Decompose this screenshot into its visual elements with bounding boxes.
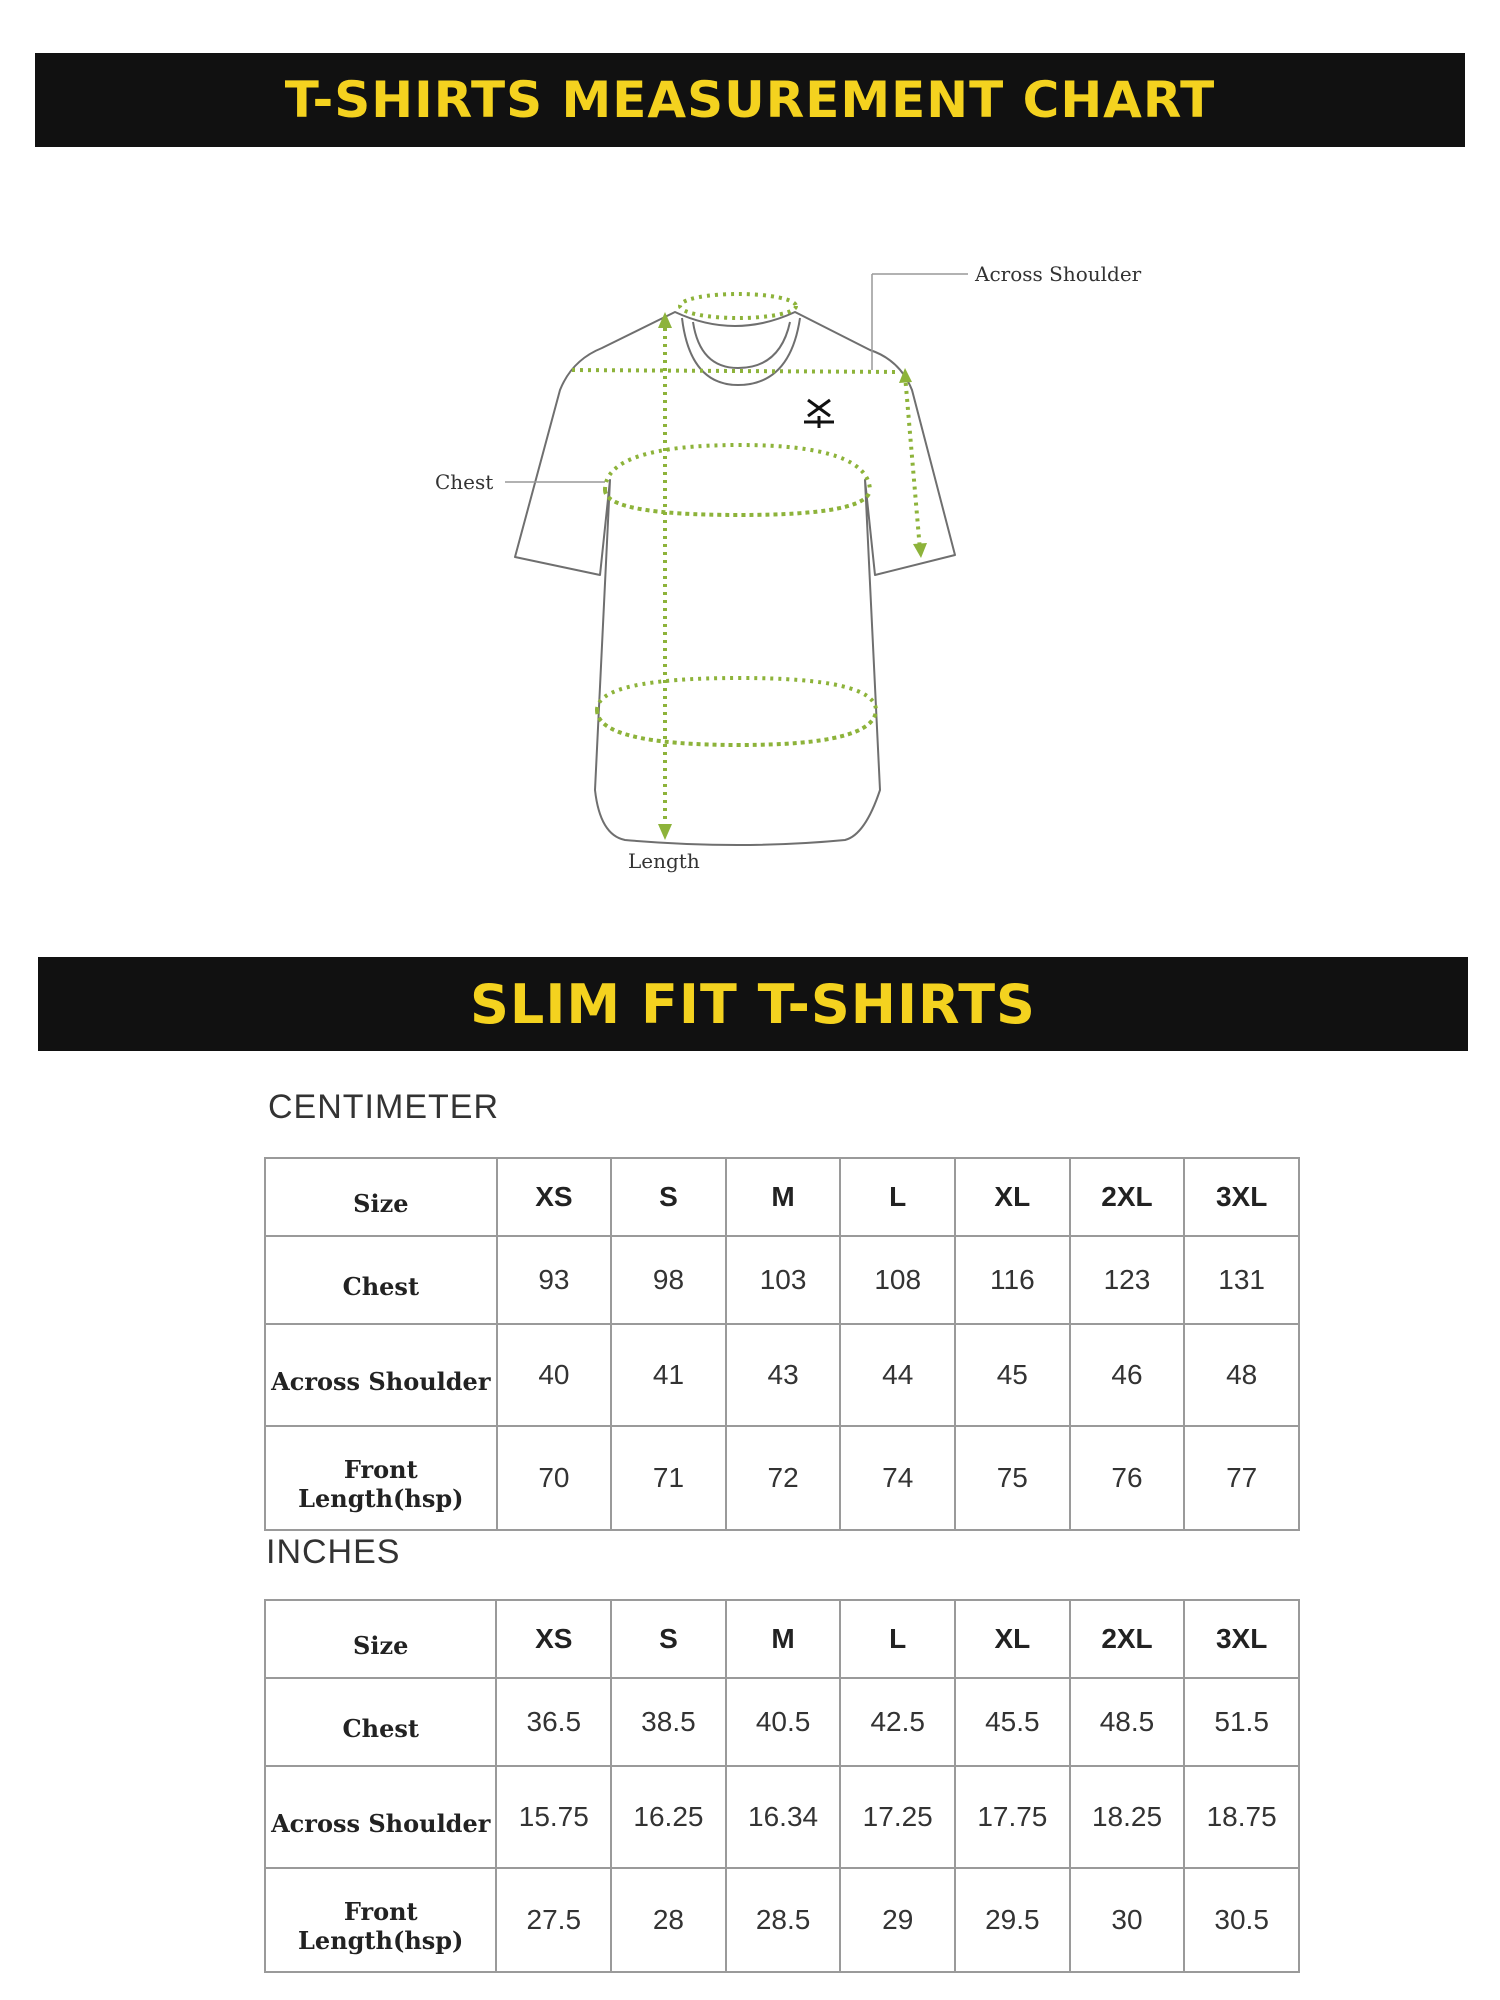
size-column-label: Size: [265, 1158, 497, 1236]
table-cell: 71: [611, 1426, 726, 1530]
row-label: Front Length(hsp): [265, 1426, 497, 1530]
table-cell: 103: [726, 1236, 841, 1324]
size-xl-header: XL: [955, 1600, 1070, 1678]
size-2xl-header: 2XL: [1070, 1600, 1185, 1678]
size-xl-header: XL: [955, 1158, 1070, 1236]
table-cell: 76: [1070, 1426, 1185, 1530]
table-row: [265, 1236, 1299, 1324]
table-cell: 38.5: [611, 1678, 726, 1766]
tshirt-outline-icon: [515, 312, 955, 845]
table-cell: 30: [1070, 1868, 1185, 1972]
table-cell: 116: [955, 1236, 1070, 1324]
table-cell: 28.5: [726, 1868, 841, 1972]
table-cell: 43: [726, 1324, 841, 1426]
table-cell: 48: [1184, 1324, 1299, 1426]
measure-guides: [572, 294, 920, 832]
size-m-header: M: [726, 1158, 841, 1236]
table-header-row: [265, 1158, 1299, 1236]
table-cell: 72: [726, 1426, 841, 1530]
table-cell: 93: [497, 1236, 612, 1324]
table-cell: 46: [1070, 1324, 1185, 1426]
size-column-label: Size: [265, 1600, 496, 1678]
size-l-header: L: [840, 1158, 955, 1236]
table-cell: 18.75: [1184, 1766, 1299, 1868]
row-label: Across Shoulder: [265, 1324, 497, 1426]
length-label: Length: [628, 849, 700, 873]
across-shoulder-label: Across Shoulder: [975, 262, 1142, 286]
size-m-header: M: [726, 1600, 841, 1678]
row-label: Across Shoulder: [265, 1766, 496, 1868]
table-cell: 74: [840, 1426, 955, 1530]
size-3xl-header: 3XL: [1184, 1600, 1299, 1678]
table-cell: 16.25: [611, 1766, 726, 1868]
table-cell: 123: [1070, 1236, 1185, 1324]
table-cell: 17.25: [840, 1766, 955, 1868]
top-banner: [35, 53, 1465, 147]
size-3xl-header: 3XL: [1184, 1158, 1299, 1236]
table-cell: 17.75: [955, 1766, 1070, 1868]
table-cell: 18.25: [1070, 1766, 1185, 1868]
table-row: [265, 1324, 1299, 1426]
table-row: [265, 1426, 1299, 1530]
inches-size-table: [264, 1599, 1300, 1973]
table-cell: 51.5: [1184, 1678, 1299, 1766]
table-header-row: [265, 1600, 1299, 1678]
centimeter-heading: CENTIMETER: [268, 1088, 499, 1126]
measure-arrowheads: [658, 312, 927, 840]
row-label: Chest: [265, 1678, 496, 1766]
size-2xl-header: 2XL: [1070, 1158, 1185, 1236]
brand-logo-icon: [804, 400, 834, 428]
centimeter-size-table: [264, 1157, 1300, 1531]
size-l-header: L: [840, 1600, 955, 1678]
section-title: SLIM FIT T-SHIRTS: [470, 972, 1036, 1036]
table-cell: 27.5: [496, 1868, 611, 1972]
table-row: [265, 1766, 1299, 1868]
row-label: Front Length(hsp): [265, 1868, 496, 1972]
table-cell: 48.5: [1070, 1678, 1185, 1766]
table-cell: 75: [955, 1426, 1070, 1530]
size-s-header: S: [611, 1600, 726, 1678]
table-cell: 40: [497, 1324, 612, 1426]
row-label: Chest: [265, 1236, 497, 1324]
table-cell: 45: [955, 1324, 1070, 1426]
table-row: [265, 1868, 1299, 1972]
table-cell: 41: [611, 1324, 726, 1426]
table-cell: 36.5: [496, 1678, 611, 1766]
table-cell: 29: [840, 1868, 955, 1972]
table-cell: 108: [840, 1236, 955, 1324]
table-cell: 15.75: [496, 1766, 611, 1868]
table-cell: 98: [611, 1236, 726, 1324]
tshirt-diagram: [0, 200, 1500, 900]
table-cell: 45.5: [955, 1678, 1070, 1766]
size-s-header: S: [611, 1158, 726, 1236]
table-cell: 70: [497, 1426, 612, 1530]
table-cell: 131: [1184, 1236, 1299, 1324]
size-xs-header: XS: [496, 1600, 611, 1678]
table-cell: 28: [611, 1868, 726, 1972]
table-row: [265, 1678, 1299, 1766]
table-cell: 44: [840, 1324, 955, 1426]
table-cell: 40.5: [726, 1678, 841, 1766]
leader-lines: [505, 274, 968, 482]
chest-label: Chest: [435, 470, 494, 494]
size-xs-header: XS: [497, 1158, 612, 1236]
table-cell: 77: [1184, 1426, 1299, 1530]
section-banner: [38, 957, 1468, 1051]
table-cell: 42.5: [840, 1678, 955, 1766]
table-cell: 30.5: [1184, 1868, 1299, 1972]
table-cell: 16.34: [726, 1766, 841, 1868]
table-cell: 29.5: [955, 1868, 1070, 1972]
page-title: T-SHIRTS MEASUREMENT CHART: [284, 71, 1216, 129]
inches-heading: INCHES: [266, 1533, 401, 1571]
